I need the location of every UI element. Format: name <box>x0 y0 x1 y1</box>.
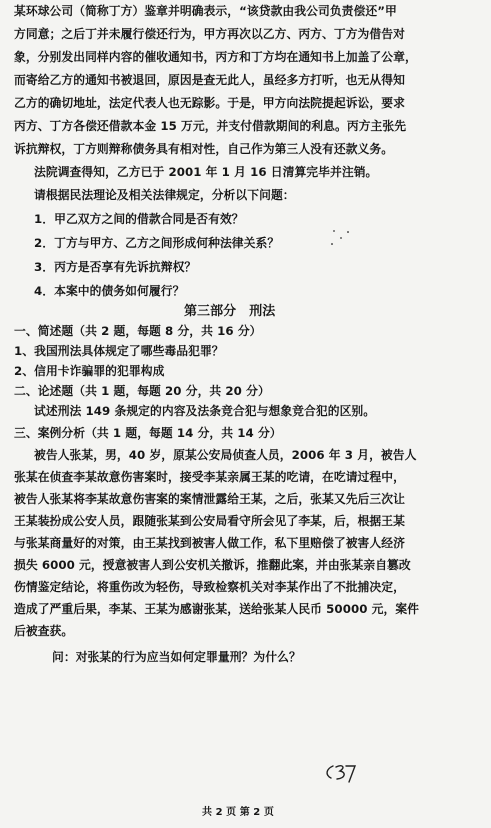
case-line-1: 被告人张某，男，40 岁，原某公安局侦查人员，2006 年 3 月，被告人 <box>34 448 417 462</box>
case-line-9: 后被查获。 <box>14 624 74 638</box>
section1-item-1: 1、我国刑法具体规定了哪些毒品犯罪？ <box>14 344 224 358</box>
intro-line-5: 乙方的确切地址，法定代表人也无踪影。于是，甲方向法院提起诉讼，要求 <box>14 96 405 110</box>
civil-question-3: 3．丙方是否享有先诉抗辩权？ <box>34 260 197 274</box>
civil-question-4: 4．本案中的债务如何履行？ <box>34 284 185 298</box>
intro-line-7: 诉抗辩权，丁方则辩称债务具有相对性，自己作为第三人没有还款义务。 <box>14 142 394 156</box>
section1-item-2: 2、信用卡诈骗罪的犯罪构成 <box>14 364 165 378</box>
intro-line-4: 而寄给乙方的通知书被退回，原因是查无此人，虽经多方打听，也无从得知 <box>14 73 405 87</box>
case-line-4: 王某装扮成公安人员，跟随张某到公安局看守所会见了李某，后，根据王某 <box>14 514 405 528</box>
case-line-5: 与张某商量好的对策，由王某找到被害人做工作，私下里赔偿了被害人经济 <box>14 536 405 550</box>
civil-question-1: 1．甲乙双方之间的借款合同是否有效？ <box>34 212 244 226</box>
case-line-3: 被告人张某将李某故意伤害案的案情泄露给王某，之后，张某又先后三次让 <box>14 492 405 506</box>
section3-heading: 三、案例分析（共 1 题，每题 14 分，共 14 分） <box>14 426 282 440</box>
page-footer: 共 2 页 第 2 页 <box>202 807 274 818</box>
court-finding: 法院调查得知，乙方已于 2001 年 1 月 16 日清算完毕并注销。 <box>34 165 378 179</box>
case-line-7: 伤情鉴定结论，将重伤改为轻伤，导致检察机关对李某作出了不批捕决定， <box>14 580 405 594</box>
intro-line-6: 丙方、丁方各偿还借款本金 15 万元，并支付借款期间的利息。丙方主张先 <box>14 119 407 133</box>
case-line-6: 损失 6000 元，授意被害人到公安机关撤诉，推翻此案，并由张某亲自篡改 <box>14 558 411 572</box>
analysis-prompt: 请根据民法理论及相关法律规定，分析以下问题： <box>34 188 295 202</box>
scan-speck <box>331 243 333 245</box>
intro-line-1: 某环球公司（简称丁方）鉴章并明确表示，“该贷款由我公司负责偿还”甲 <box>14 4 397 18</box>
section2-item: 试述刑法 149 条规定的内容及法条竞合犯与想象竞合犯的区别。 <box>34 404 376 418</box>
case-line-2: 张某在侦查李某故意伤害案时，接受李某亲属王某的吃请，在吃请过程中， <box>14 470 405 484</box>
civil-question-2: 2．丁方与甲方、乙方之间形成何种法律关系？ <box>34 236 280 250</box>
case-question: 问：对张某的行为应当如何定罪量刑？为什么？ <box>52 650 301 664</box>
scan-speck <box>333 230 335 232</box>
section1-heading: 一、简述题（共 2 题，每题 8 分，共 16 分） <box>14 324 262 338</box>
part-title: 第三部分 刑法 <box>184 304 276 319</box>
scan-speck <box>347 231 349 233</box>
section2-heading: 二、论述题（共 1 题，每题 20 分，共 20 分） <box>14 384 270 398</box>
intro-line-3: 象，分别发出同样内容的催收通知书，丙方和丁方均在通知书上加盖了公章， <box>14 50 417 64</box>
scan-speck <box>340 237 342 239</box>
handwritten-page-mark <box>322 760 358 790</box>
case-line-8: 造成了严重后果，李某、王某为感谢张某，送给张某人民币 50000 元，案件 <box>14 602 420 616</box>
intro-line-2: 方同意；之后丁并未履行偿还行为，甲方再次以乙方、丙方、丁方为借告对 <box>14 27 405 41</box>
